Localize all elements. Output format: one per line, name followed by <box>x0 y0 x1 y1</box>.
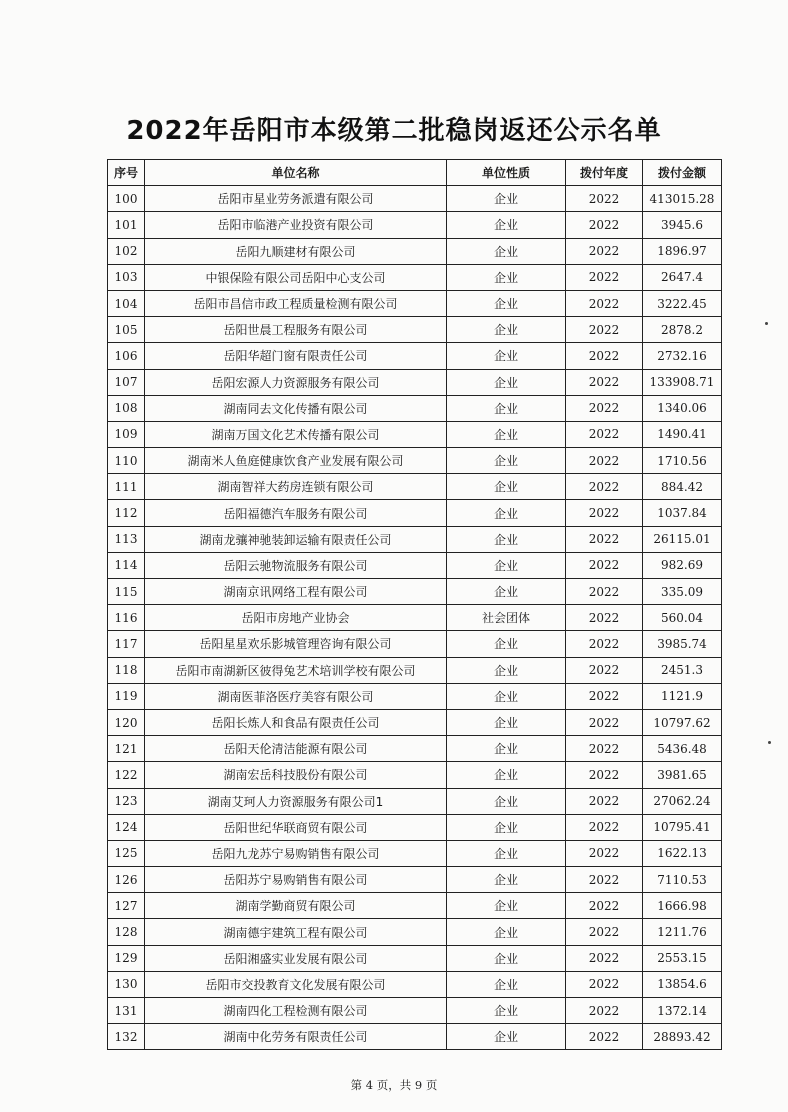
cell-amount: 2553.15 <box>643 945 722 971</box>
cell-amount: 1211.76 <box>643 919 722 945</box>
cell-unit-nature: 企业 <box>447 317 566 343</box>
cell-unit-nature: 社会团体 <box>447 605 566 631</box>
cell-index: 103 <box>108 264 145 290</box>
table-row <box>108 369 722 395</box>
cell-unit-nature: 企业 <box>447 290 566 316</box>
cell-year: 2022 <box>566 736 643 762</box>
cell-unit-nature: 企业 <box>447 186 566 212</box>
cell-unit-nature: 企业 <box>447 788 566 814</box>
cell-amount: 1037.84 <box>643 500 722 526</box>
cell-amount: 884.42 <box>643 474 722 500</box>
cell-index: 131 <box>108 998 145 1024</box>
cell-year: 2022 <box>566 867 643 893</box>
cell-unit-nature: 企业 <box>447 893 566 919</box>
cell-unit-name: 岳阳云驰物流服务有限公司 <box>145 552 447 578</box>
cell-unit-name: 岳阳市交投教育文化发展有限公司 <box>145 971 447 997</box>
cell-amount: 560.04 <box>643 605 722 631</box>
cell-amount: 13854.6 <box>643 971 722 997</box>
cell-unit-name: 湖南四化工程检测有限公司 <box>145 998 447 1024</box>
page-footer: 第 4 页，共 9 页 <box>350 1078 438 1092</box>
cell-unit-nature: 企业 <box>447 919 566 945</box>
recipient-table <box>107 159 722 1050</box>
cell-amount: 1666.98 <box>643 893 722 919</box>
cell-year: 2022 <box>566 212 643 238</box>
cell-unit-name: 岳阳世纪华联商贸有限公司 <box>145 814 447 840</box>
cell-index: 122 <box>108 762 145 788</box>
cell-amount: 1490.41 <box>643 421 722 447</box>
page-title: 2022年岳阳市本级第二批稳岗返还公示名单 <box>126 116 662 146</box>
header-unit-nature: 单位性质 <box>447 160 566 186</box>
header-year: 拨付年度 <box>566 160 643 186</box>
cell-amount: 1896.97 <box>643 238 722 264</box>
cell-year: 2022 <box>566 998 643 1024</box>
cell-unit-name: 岳阳长炼人和食品有限责任公司 <box>145 709 447 735</box>
cell-unit-name: 岳阳天伦清洁能源有限公司 <box>145 736 447 762</box>
table-row <box>108 919 722 945</box>
cell-unit-name: 岳阳市星业劳务派遣有限公司 <box>145 186 447 212</box>
cell-unit-nature: 企业 <box>447 736 566 762</box>
cell-year: 2022 <box>566 919 643 945</box>
table-row <box>108 500 722 526</box>
cell-year: 2022 <box>566 500 643 526</box>
cell-year: 2022 <box>566 814 643 840</box>
cell-index: 113 <box>108 526 145 552</box>
table-row <box>108 945 722 971</box>
cell-unit-nature: 企业 <box>447 212 566 238</box>
cell-unit-nature: 企业 <box>447 945 566 971</box>
cell-index: 101 <box>108 212 145 238</box>
table-row <box>108 290 722 316</box>
table-row <box>108 317 722 343</box>
cell-unit-name: 岳阳华超门窗有限责任公司 <box>145 343 447 369</box>
cell-unit-nature: 企业 <box>447 631 566 657</box>
cell-unit-name: 岳阳市临港产业投资有限公司 <box>145 212 447 238</box>
cell-index: 110 <box>108 448 145 474</box>
cell-index: 105 <box>108 317 145 343</box>
cell-unit-name: 岳阳湘盛实业发展有限公司 <box>145 945 447 971</box>
cell-unit-name: 岳阳市南湖新区彼得兔艺术培训学校有限公司 <box>145 657 447 683</box>
cell-amount: 2878.2 <box>643 317 722 343</box>
cell-unit-name: 湖南万国文化艺术传播有限公司 <box>145 421 447 447</box>
cell-index: 129 <box>108 945 145 971</box>
cell-year: 2022 <box>566 579 643 605</box>
table-row <box>108 186 722 212</box>
cell-index: 108 <box>108 395 145 421</box>
table-row <box>108 395 722 421</box>
cell-amount: 26115.01 <box>643 526 722 552</box>
cell-index: 111 <box>108 474 145 500</box>
table-row <box>108 552 722 578</box>
scan-speck <box>765 322 768 325</box>
cell-index: 109 <box>108 421 145 447</box>
cell-index: 116 <box>108 605 145 631</box>
cell-unit-name: 湖南中化劳务有限责任公司 <box>145 1024 447 1050</box>
cell-unit-name: 湖南米人鱼庭健康饮食产业发展有限公司 <box>145 448 447 474</box>
cell-index: 106 <box>108 343 145 369</box>
cell-amount: 1622.13 <box>643 840 722 866</box>
cell-unit-name: 湖南医菲洛医疗美容有限公司 <box>145 683 447 709</box>
cell-year: 2022 <box>566 893 643 919</box>
table-row <box>108 893 722 919</box>
cell-amount: 2451.3 <box>643 657 722 683</box>
cell-unit-nature: 企业 <box>447 683 566 709</box>
cell-unit-nature: 企业 <box>447 526 566 552</box>
cell-index: 112 <box>108 500 145 526</box>
cell-amount: 133908.71 <box>643 369 722 395</box>
cell-unit-name: 湖南京讯网络工程有限公司 <box>145 579 447 605</box>
cell-year: 2022 <box>566 238 643 264</box>
cell-year: 2022 <box>566 552 643 578</box>
cell-year: 2022 <box>566 945 643 971</box>
cell-unit-name: 岳阳九龙苏宁易购销售有限公司 <box>145 840 447 866</box>
cell-amount: 3945.6 <box>643 212 722 238</box>
cell-unit-nature: 企业 <box>447 552 566 578</box>
cell-index: 114 <box>108 552 145 578</box>
table-row <box>108 1024 722 1050</box>
cell-index: 100 <box>108 186 145 212</box>
table-row <box>108 736 722 762</box>
cell-year: 2022 <box>566 448 643 474</box>
cell-amount: 7110.53 <box>643 867 722 893</box>
cell-unit-nature: 企业 <box>447 867 566 893</box>
cell-unit-nature: 企业 <box>447 500 566 526</box>
table-row <box>108 971 722 997</box>
cell-unit-nature: 企业 <box>447 971 566 997</box>
cell-unit-nature: 企业 <box>447 369 566 395</box>
table-row <box>108 867 722 893</box>
header-index: 序号 <box>108 160 145 186</box>
cell-amount: 1121.9 <box>643 683 722 709</box>
cell-amount: 28893.42 <box>643 1024 722 1050</box>
table-row <box>108 264 722 290</box>
cell-index: 125 <box>108 840 145 866</box>
cell-unit-name: 湖南龙骧神驰装卸运输有限责任公司 <box>145 526 447 552</box>
cell-unit-nature: 企业 <box>447 1024 566 1050</box>
table-row <box>108 998 722 1024</box>
table-row <box>108 448 722 474</box>
table-row <box>108 788 722 814</box>
cell-unit-nature: 企业 <box>447 264 566 290</box>
cell-year: 2022 <box>566 1024 643 1050</box>
cell-unit-nature: 企业 <box>447 395 566 421</box>
cell-year: 2022 <box>566 971 643 997</box>
cell-unit-name: 湖南同去文化传播有限公司 <box>145 395 447 421</box>
cell-unit-name: 岳阳宏源人力资源服务有限公司 <box>145 369 447 395</box>
table-body <box>108 186 722 1050</box>
cell-unit-name: 湖南德宇建筑工程有限公司 <box>145 919 447 945</box>
cell-year: 2022 <box>566 657 643 683</box>
cell-year: 2022 <box>566 395 643 421</box>
cell-amount: 5436.48 <box>643 736 722 762</box>
table-row <box>108 657 722 683</box>
cell-unit-nature: 企业 <box>447 657 566 683</box>
cell-year: 2022 <box>566 317 643 343</box>
cell-year: 2022 <box>566 290 643 316</box>
cell-amount: 1340.06 <box>643 395 722 421</box>
cell-unit-name: 湖南智祥大药房连锁有限公司 <box>145 474 447 500</box>
cell-unit-nature: 企业 <box>447 474 566 500</box>
cell-index: 132 <box>108 1024 145 1050</box>
cell-amount: 27062.24 <box>643 788 722 814</box>
cell-unit-name: 湖南宏岳科技股份有限公司 <box>145 762 447 788</box>
cell-index: 124 <box>108 814 145 840</box>
table-header-row <box>108 160 722 186</box>
cell-unit-nature: 企业 <box>447 238 566 264</box>
cell-unit-nature: 企业 <box>447 762 566 788</box>
table-row <box>108 814 722 840</box>
cell-unit-nature: 企业 <box>447 343 566 369</box>
cell-year: 2022 <box>566 788 643 814</box>
cell-year: 2022 <box>566 421 643 447</box>
cell-index: 127 <box>108 893 145 919</box>
cell-unit-nature: 企业 <box>447 421 566 447</box>
table-row <box>108 579 722 605</box>
cell-amount: 413015.28 <box>643 186 722 212</box>
cell-amount: 3981.65 <box>643 762 722 788</box>
table-row <box>108 605 722 631</box>
cell-unit-name: 岳阳九顺建材有限公司 <box>145 238 447 264</box>
cell-index: 120 <box>108 709 145 735</box>
table-row <box>108 238 722 264</box>
cell-unit-name: 岳阳星星欢乐影城管理咨询有限公司 <box>145 631 447 657</box>
table-row <box>108 474 722 500</box>
cell-amount: 2732.16 <box>643 343 722 369</box>
cell-unit-name: 岳阳苏宁易购销售有限公司 <box>145 867 447 893</box>
cell-unit-name: 岳阳市昌信市政工程质量检测有限公司 <box>145 290 447 316</box>
table-row <box>108 343 722 369</box>
scan-speck <box>768 741 771 744</box>
cell-unit-name: 岳阳世晨工程服务有限公司 <box>145 317 447 343</box>
cell-year: 2022 <box>566 369 643 395</box>
cell-amount: 1710.56 <box>643 448 722 474</box>
cell-unit-nature: 企业 <box>447 448 566 474</box>
cell-year: 2022 <box>566 526 643 552</box>
header-amount: 拨付金额 <box>643 160 722 186</box>
table-row <box>108 212 722 238</box>
cell-unit-nature: 企业 <box>447 814 566 840</box>
table-row <box>108 762 722 788</box>
cell-amount: 1372.14 <box>643 998 722 1024</box>
cell-unit-name: 湖南艾珂人力资源服务有限公司1 <box>145 788 447 814</box>
cell-amount: 3985.74 <box>643 631 722 657</box>
cell-year: 2022 <box>566 709 643 735</box>
cell-index: 126 <box>108 867 145 893</box>
cell-amount: 982.69 <box>643 552 722 578</box>
cell-amount: 335.09 <box>643 579 722 605</box>
cell-index: 123 <box>108 788 145 814</box>
cell-unit-name: 湖南学勤商贸有限公司 <box>145 893 447 919</box>
cell-unit-name: 岳阳市房地产业协会 <box>145 605 447 631</box>
cell-index: 102 <box>108 238 145 264</box>
cell-unit-nature: 企业 <box>447 840 566 866</box>
cell-index: 117 <box>108 631 145 657</box>
cell-index: 121 <box>108 736 145 762</box>
table-row <box>108 840 722 866</box>
cell-year: 2022 <box>566 605 643 631</box>
cell-amount: 10797.62 <box>643 709 722 735</box>
cell-year: 2022 <box>566 840 643 866</box>
cell-amount: 10795.41 <box>643 814 722 840</box>
cell-unit-nature: 企业 <box>447 579 566 605</box>
cell-index: 118 <box>108 657 145 683</box>
cell-unit-nature: 企业 <box>447 709 566 735</box>
cell-year: 2022 <box>566 264 643 290</box>
cell-year: 2022 <box>566 762 643 788</box>
cell-amount: 2647.4 <box>643 264 722 290</box>
cell-unit-name: 中银保险有限公司岳阳中心支公司 <box>145 264 447 290</box>
cell-year: 2022 <box>566 343 643 369</box>
cell-index: 130 <box>108 971 145 997</box>
cell-year: 2022 <box>566 683 643 709</box>
cell-index: 107 <box>108 369 145 395</box>
table-row <box>108 421 722 447</box>
cell-year: 2022 <box>566 631 643 657</box>
cell-unit-nature: 企业 <box>447 998 566 1024</box>
cell-index: 119 <box>108 683 145 709</box>
header-unit-name: 单位名称 <box>145 160 447 186</box>
table-row <box>108 631 722 657</box>
table-row <box>108 709 722 735</box>
cell-index: 104 <box>108 290 145 316</box>
cell-index: 128 <box>108 919 145 945</box>
cell-amount: 3222.45 <box>643 290 722 316</box>
table-row <box>108 683 722 709</box>
cell-year: 2022 <box>566 186 643 212</box>
cell-index: 115 <box>108 579 145 605</box>
cell-year: 2022 <box>566 474 643 500</box>
table-row <box>108 526 722 552</box>
cell-unit-name: 岳阳福德汽车服务有限公司 <box>145 500 447 526</box>
